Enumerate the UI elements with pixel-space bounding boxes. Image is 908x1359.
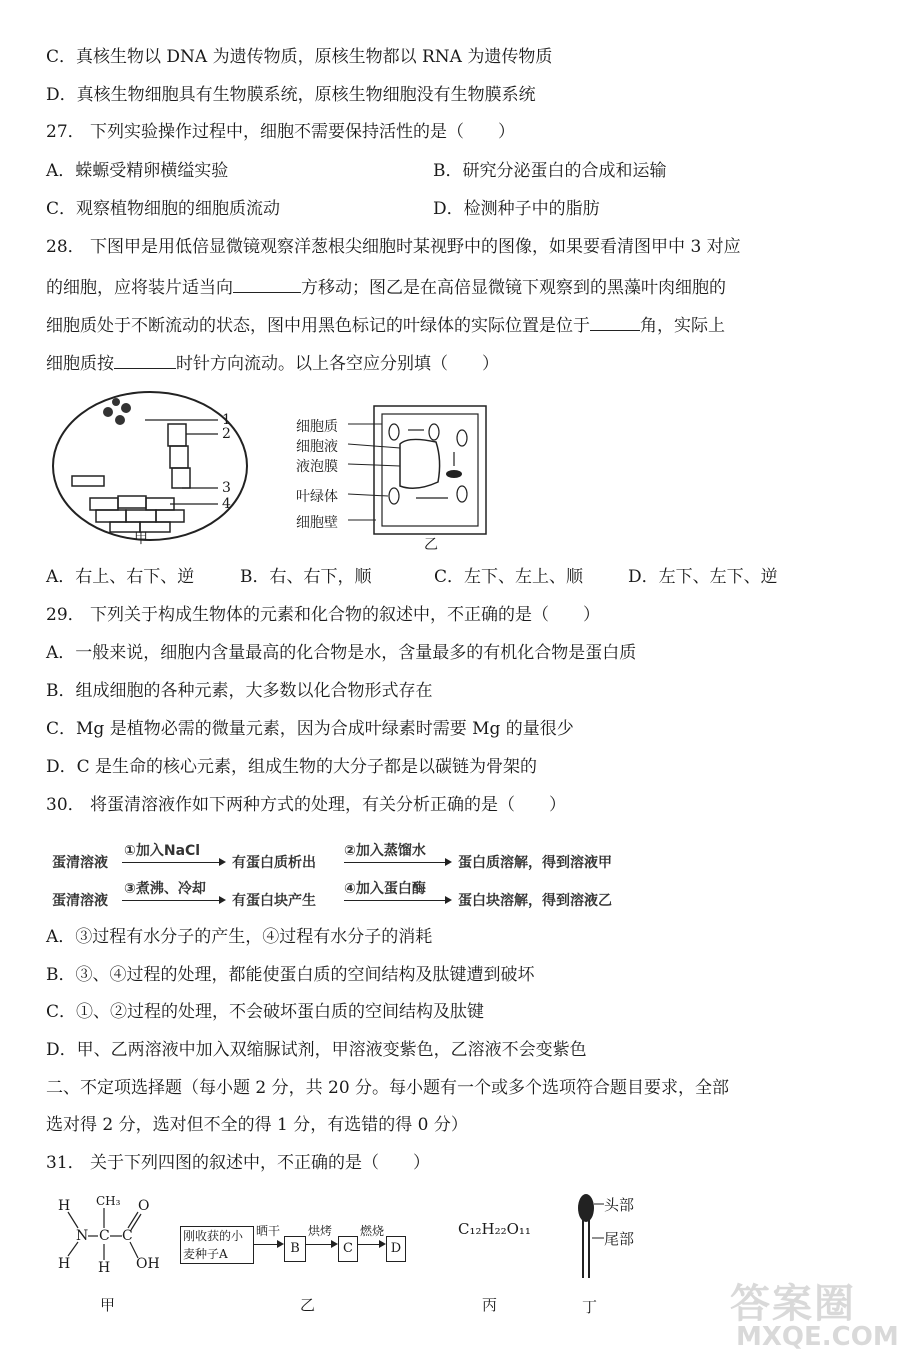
figure-label-4: 4 (222, 496, 231, 512)
step-burn: 燃烧 (360, 1224, 385, 1238)
arrow-icon (358, 1244, 384, 1245)
q26-option-d: D．真核生物细胞具有生物膜系统，原核生物细胞没有生物膜系统 (46, 85, 536, 105)
q28-text: 细胞质处于不断流动的状态，图中用黑色标记的叶绿体的实际位置是位于 (46, 316, 590, 336)
q29-stem: 29． 下列关于构成生物体的元素和化合物的叙述中，不正确的是（ ） (46, 605, 601, 625)
q28-text: 的细胞，应将装片适当向 (46, 278, 233, 298)
label-cell-wall: 细胞壁 (296, 515, 338, 531)
q28-text: 方移动；图乙是在高倍显微镜下观察到的黑藻叶肉细胞的 (301, 278, 726, 298)
q28-stem-line3 (46, 312, 725, 337)
atom-o: O (138, 1198, 150, 1214)
q28-option-d: D．左下、左下、逆 (628, 567, 778, 587)
q31-figure-ding (574, 1192, 664, 1322)
atom-ch3: CH₃ (96, 1194, 121, 1208)
q28-stem-line4 (46, 350, 499, 375)
box-a-line1: 刚收获的小 (183, 1229, 244, 1243)
box-b: B (284, 1236, 306, 1262)
arrow-icon (122, 862, 224, 863)
q29-option-a: A．一般来说，细胞内含量最高的化合物是水，含量最多的有机化合物是蛋白质 (46, 643, 637, 663)
arrow-icon (344, 900, 450, 901)
q31-figure-bing (458, 1220, 548, 1320)
label-cell-sap: 细胞液 (296, 439, 338, 455)
section2-heading-line1: 二、不定项选择题（每小题 2 分，共 20 分。每小题有一个或多个选项符合题目要求，全部 (46, 1078, 730, 1098)
figure-label-1: 1 (222, 412, 231, 428)
q28-figure-yi (296, 402, 496, 552)
q27-option-d: D．检测种子中的脂肪 (433, 199, 600, 219)
answer-blank-3 (114, 350, 176, 369)
q30-flow-1 (52, 843, 652, 872)
box-d: D (386, 1236, 406, 1262)
atom-c: C (122, 1228, 133, 1244)
q30-option-d: D．甲、乙两溶液中加入双缩脲试剂，甲溶液变紫色，乙溶液不会变紫色 (46, 1040, 587, 1060)
q31-figure-yi (180, 1198, 410, 1318)
box-c: C (338, 1236, 358, 1262)
answer-blank-1 (233, 274, 301, 293)
label-tonoplast: 液泡膜 (296, 459, 338, 475)
cytoplasm-flow-diagram (296, 402, 496, 542)
q31-figure-jia (54, 1194, 164, 1314)
atom-oh: OH (136, 1256, 160, 1272)
q30-option-a: A．③过程有水分子的产生，④过程有水分子的消耗 (46, 927, 433, 947)
atom-c: C (99, 1228, 110, 1244)
label-tail: 尾部 (604, 1230, 635, 1248)
sucrose-formula: C₁₂H₂₂O₁₁ (458, 1220, 531, 1238)
flow2-step3: ③煮沸、冷却 (124, 881, 206, 897)
q31-stem: 31． 关于下列四图的叙述中，不正确的是（ ） (46, 1153, 431, 1173)
q28-stem-line1: 28． 下图甲是用低倍显微镜观察洋葱根尖细胞时某视野中的图像，如果要看清图甲中 3 对应 (46, 237, 741, 257)
microscope-field-diagram (50, 388, 280, 550)
flow1-step2: ②加入蒸馏水 (344, 843, 426, 859)
flow2-end: 蛋白块溶解，得到溶液乙 (458, 893, 612, 909)
figure-caption-ding: 丁 (582, 1298, 598, 1316)
label-head: 头部 (604, 1196, 635, 1214)
q30-option-b: B．③、④过程的处理，都能使蛋白质的空间结构及肽键遭到破坏 (46, 965, 535, 985)
flow2-step4: ④加入蛋白酶 (344, 881, 426, 897)
figure-label-3: 3 (222, 480, 231, 496)
flow1-start: 蛋清溶液 (52, 855, 108, 871)
q28-figure-jia (50, 388, 280, 550)
q28-option-a: A．右上、右下、逆 (46, 567, 195, 587)
q27-option-b: B．研究分泌蛋白的合成和运输 (433, 161, 667, 181)
figure-caption-jia: 甲 (100, 1296, 116, 1314)
figure-caption-yi: 乙 (424, 537, 438, 553)
label-chloroplast: 叶绿体 (296, 489, 338, 505)
flow1-mid: 有蛋白质析出 (232, 855, 316, 871)
answer-blank-2 (590, 312, 640, 331)
step-bake: 烘烤 (308, 1224, 333, 1238)
q27-option-c: C．观察植物细胞的细胞质流动 (46, 199, 281, 219)
q27-stem: 27． 下列实验操作过程中，细胞不需要保持活性的是（ ） (46, 122, 516, 142)
q28-text: 角，实际上 (640, 316, 725, 336)
q29-option-b: B．组成细胞的各种元素，大多数以化合物形式存在 (46, 681, 433, 701)
figure-caption-bing: 丙 (482, 1296, 498, 1314)
arrow-icon (254, 1244, 282, 1245)
q27-option-a: A．蝾螈受精卵横缢实验 (46, 161, 229, 181)
label-cytoplasm: 细胞质 (296, 419, 338, 435)
figure-caption-jia: 甲 (134, 531, 148, 547)
q28-text: 细胞质按 (46, 354, 114, 374)
q29-option-c: C．Mg 是植物必需的微量元素，因为合成叶绿素时需要 Mg 的量很少 (46, 719, 574, 739)
figure-caption-yi: 乙 (300, 1296, 316, 1314)
atom-h: H (98, 1260, 111, 1276)
step-dry: 晒干 (256, 1224, 281, 1238)
box-seed-a (180, 1226, 254, 1264)
atom-n: N (76, 1228, 89, 1244)
watermark-url: MXQE.COM (736, 1322, 899, 1352)
q28-stem-line2 (46, 274, 726, 299)
flow2-mid: 有蛋白块产生 (232, 893, 316, 909)
arrow-icon (306, 1244, 336, 1245)
q28-option-c: C．左下、左上、顺 (434, 567, 584, 587)
section2-heading-line2: 选对得 2 分，选对但不全的得 1 分，有选错的得 0 分） (46, 1115, 468, 1135)
atom-h: H (58, 1256, 71, 1272)
q29-option-d: D．C 是生命的核心元素，组成生物的大分子都是以碳链为骨架的 (46, 757, 538, 777)
q30-stem: 30． 将蛋清溶液作如下两种方式的处理，有关分析正确的是（ ） (46, 795, 567, 815)
arrow-icon (122, 900, 224, 901)
q26-option-c: C．真核生物以 DNA 为遗传物质，原核生物都以 RNA 为遗传物质 (46, 47, 553, 67)
q28-text: 时针方向流动。以上各空应分别填（ ） (176, 354, 499, 374)
figure-label-2: 2 (222, 426, 231, 442)
q28-option-b: B．右、右下，顺 (240, 567, 372, 587)
flow1-end: 蛋白质溶解，得到溶液甲 (458, 855, 612, 871)
watermark-logo: 答案圈 (730, 1281, 856, 1327)
box-a-line2: 麦种子A (183, 1247, 228, 1261)
q30-flow-2 (52, 881, 652, 910)
q30-option-c: C．①、②过程的处理，不会破坏蛋白质的空间结构及肽键 (46, 1002, 485, 1022)
atom-h: H (58, 1198, 71, 1214)
flow2-start: 蛋清溶液 (52, 893, 108, 909)
arrow-icon (344, 862, 450, 863)
flow1-step1: ①加入NaCl (124, 843, 201, 859)
